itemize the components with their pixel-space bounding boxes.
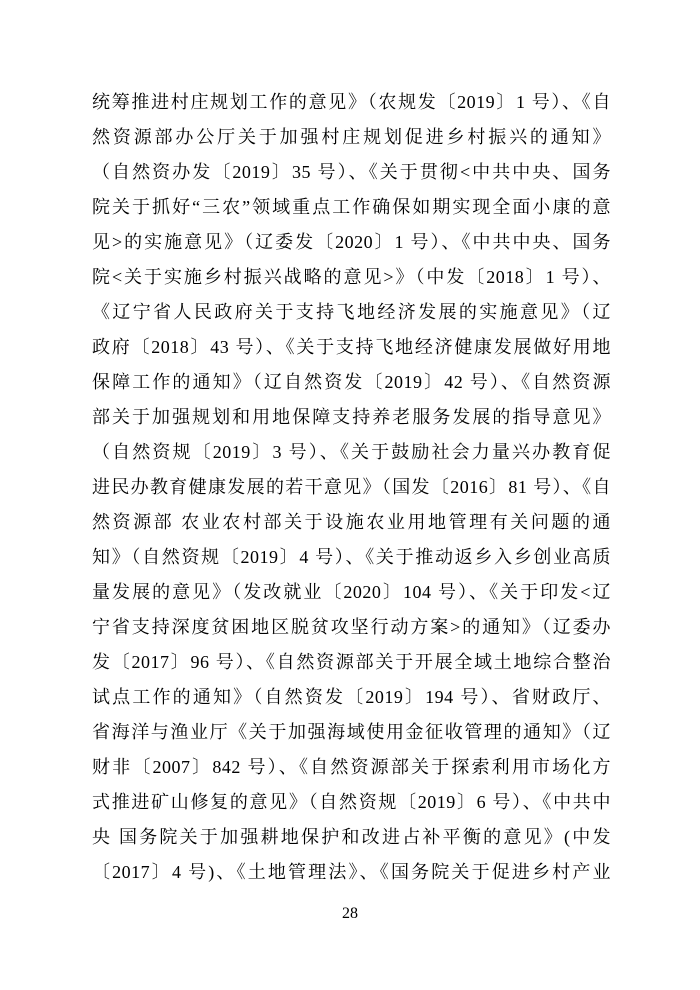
- text-line: 然资源部 农业农村部关于设施农业用地管理有关问题的通: [92, 512, 611, 532]
- text-line: 式推进矿山修复的意见》（自然资规〔2019〕6 号）、《中共中: [92, 792, 611, 812]
- text-line: 发〔2017〕96 号）、《自然资源部关于开展全域土地综合整治: [92, 652, 611, 672]
- text-line: 部关于加强规划和用地保障支持养老服务发展的指导意见》: [92, 407, 611, 427]
- text-line: （自然资规〔2019〕3 号）、《关于鼓励社会力量兴办教育促: [92, 442, 611, 462]
- page-number: 28: [342, 905, 358, 922]
- text-line: 院<关于实施乡村振兴战略的意见>》（中发〔2018〕1 号）、: [92, 267, 611, 287]
- text-line: 省海洋与渔业厅《关于加强海域使用金征收管理的通知》（辽: [92, 722, 611, 742]
- text-line: 保障工作的通知》（辽自然资发〔2019〕42 号）、《自然资源: [92, 372, 611, 392]
- text-line: 试点工作的通知》（自然资发〔2019〕194 号）、省财政厅、: [92, 687, 611, 707]
- text-line: 院关于抓好“三农”领域重点工作确保如期实现全面小康的意: [92, 197, 611, 217]
- text-line: 量发展的意见》（发改就业〔2020〕104 号）、《关于印发<辽: [92, 582, 611, 602]
- text-line: 进民办教育健康发展的若干意见》（国发〔2016〕81 号）、《自: [92, 477, 611, 497]
- text-line: （自然资办发〔2019〕35 号）、《关于贯彻<中共中央、国务: [92, 162, 611, 182]
- text-line: 〔2017〕4 号)、《土地管理法》、《国务院关于促进乡村产业: [92, 862, 611, 882]
- body-text-block: [92, 85, 611, 890]
- text-line: 统筹推进村庄规划工作的意见》（农规发〔2019〕1 号）、《自: [92, 92, 611, 112]
- text-line: 宁省支持深度贫困地区脱贫攻坚行动方案>的通知》（辽委办: [92, 617, 611, 637]
- text-line: 《辽宁省人民政府关于支持飞地经济发展的实施意见》（辽: [92, 302, 611, 322]
- text-line: 然资源部办公厅关于加强村庄规划促进乡村振兴的通知》: [92, 127, 611, 147]
- text-line: 政府〔2018〕43 号）、《关于支持飞地经济健康发展做好用地: [92, 337, 611, 357]
- text-line: 财非〔2007〕842 号）、《自然资源部关于探索利用市场化方: [92, 757, 611, 777]
- text-line: 见>的实施意见》（辽委发〔2020〕1 号）、《中共中央、国务: [92, 232, 611, 252]
- text-line: 知》（自然资规〔2019〕4 号）、《关于推动返乡入乡创业高质: [92, 547, 611, 567]
- text-line: 央 国务院关于加强耕地保护和改进占补平衡的意见》(中发: [92, 827, 611, 847]
